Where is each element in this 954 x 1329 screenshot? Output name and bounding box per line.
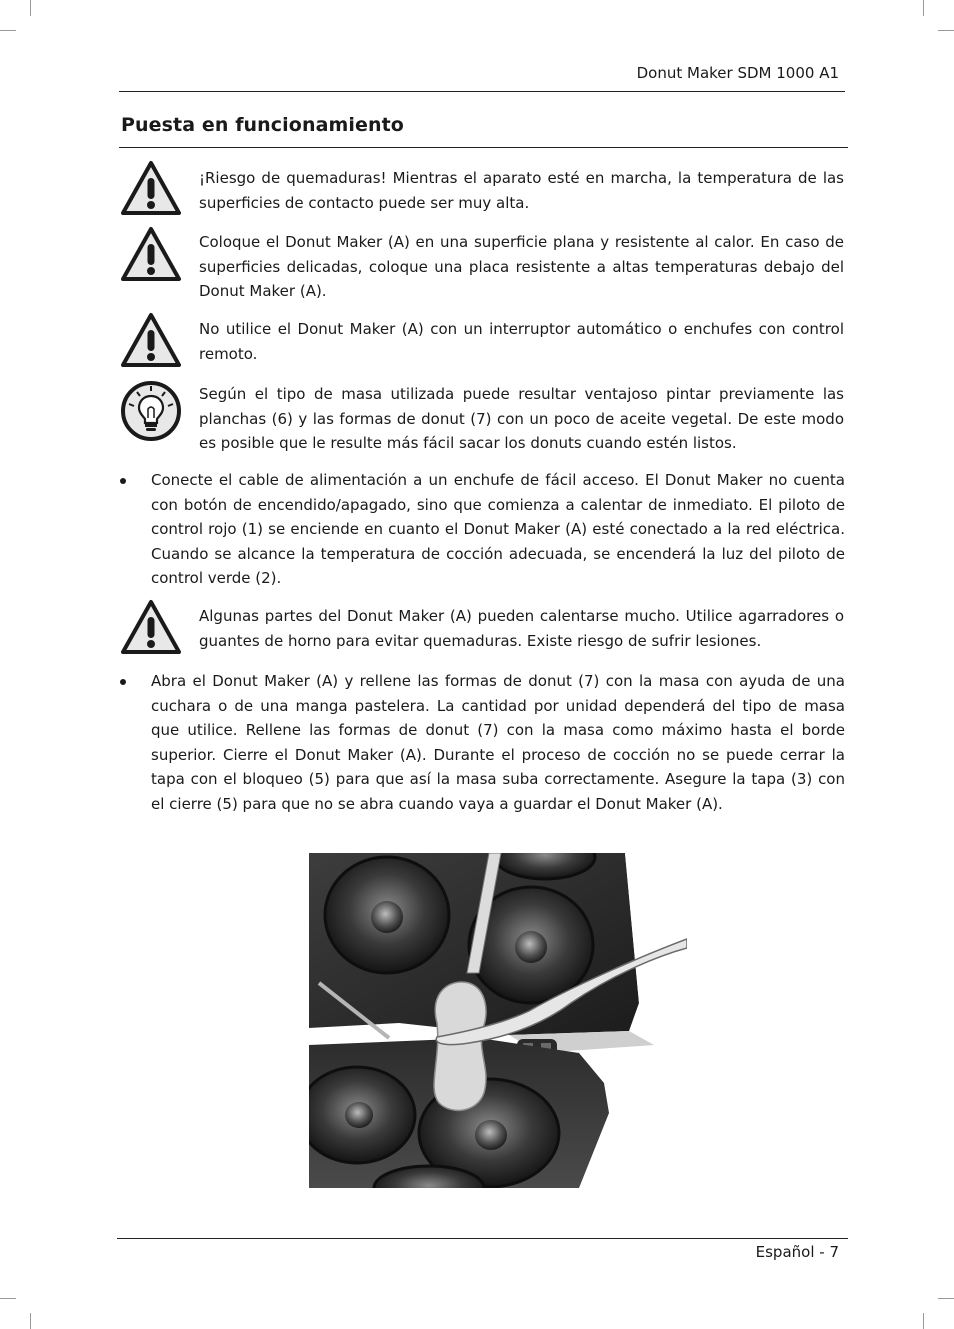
crop-mark bbox=[923, 1313, 924, 1329]
page-footer bbox=[756, 1243, 839, 1261]
crop-mark bbox=[0, 30, 16, 31]
warning-note bbox=[120, 226, 844, 306]
header-rule bbox=[119, 91, 845, 92]
footer-language: Español bbox=[755, 1243, 815, 1261]
donut-maker-filling-illustration bbox=[309, 853, 687, 1188]
list-item-text: Abra el Donut Maker (A) y rellene las formas de donut (7) con la masa con ayuda de una cuchara o de una manga pastelera. La cantidad por unidad dependerá del tipo de masa que utilice. Rellene las formas de donut (7) con la masa como máximo hasta el borde superior. Cierre el Donut Maker (A). Durante el proceso de cocción no se puede cerrar la tapa con el bloqueo (5) para que así la masa suba correctamente. Asegure la tapa (3) con el cierre (5) para que no se abra cuando vaya a guardar el Donut Maker (A). bbox=[151, 672, 845, 813]
crop-mark bbox=[938, 30, 954, 31]
warning-icon bbox=[120, 226, 182, 282]
running-header-title: Donut Maker SDM 1000 A1 bbox=[636, 64, 839, 82]
section-heading-rule bbox=[119, 147, 848, 148]
warning-icon bbox=[120, 599, 182, 655]
warning-note bbox=[120, 312, 844, 372]
note-text: Según el tipo de masa utilizada puede resultar ventajoso pintar previamente las planchas (6) y las formas de donut (7) con un poco de aceite vegetal. De este modo es posible que le resulte más fácil sacar los donuts cuando estén listos. bbox=[199, 385, 844, 452]
list-item bbox=[120, 669, 845, 819]
warning-icon bbox=[120, 312, 182, 368]
section-heading: Puesta en funcionamiento bbox=[121, 114, 404, 136]
note-text: ¡Riesgo de quemaduras! Mientras el aparato esté en marcha, la temperatura de las superficies de contacto puede ser muy alta. bbox=[199, 169, 844, 212]
note-text: Algunas partes del Donut Maker (A) pueden calentarse mucho. Utilice agarradores o guantes de horno para evitar quemaduras. Existe riesgo de sufrir lesiones. bbox=[199, 607, 844, 650]
footer-rule bbox=[117, 1238, 848, 1239]
list-item-text: Conecte el cable de alimentación a un enchufe de fácil acceso. El Donut Maker no cuenta con botón de encendido/apagado, sino que comienza a calentar de inmediato. El piloto de control rojo (1) se enciende en cuanto el Donut Maker (A) esté conectado a la red eléctrica. Cuando se alcance la temperatura de cocción adecuada, se encenderá la luz del piloto de control verde (2). bbox=[151, 471, 845, 587]
crop-mark bbox=[938, 1298, 954, 1299]
list-item bbox=[120, 468, 845, 592]
bullet-dot bbox=[120, 679, 126, 685]
page-number: 7 bbox=[829, 1243, 839, 1261]
crop-mark bbox=[30, 0, 31, 16]
crop-mark bbox=[30, 1313, 31, 1329]
warning-note bbox=[120, 160, 844, 220]
warning-icon bbox=[120, 160, 182, 216]
lightbulb-tip-icon bbox=[120, 380, 182, 442]
crop-mark bbox=[0, 1298, 16, 1299]
crop-mark bbox=[923, 0, 924, 16]
note-text: Coloque el Donut Maker (A) en una superficie plana y resistente al calor. En caso de superficies delicadas, coloque una placa resistente a altas temperaturas debajo del Donut Maker (A). bbox=[199, 233, 844, 300]
warning-note bbox=[120, 599, 844, 659]
footer-separator: - bbox=[814, 1243, 830, 1261]
tip-note bbox=[120, 380, 844, 456]
note-text: No utilice el Donut Maker (A) con un interruptor automático o enchufes con control remoto. bbox=[199, 320, 844, 363]
bullet-dot bbox=[120, 478, 126, 484]
